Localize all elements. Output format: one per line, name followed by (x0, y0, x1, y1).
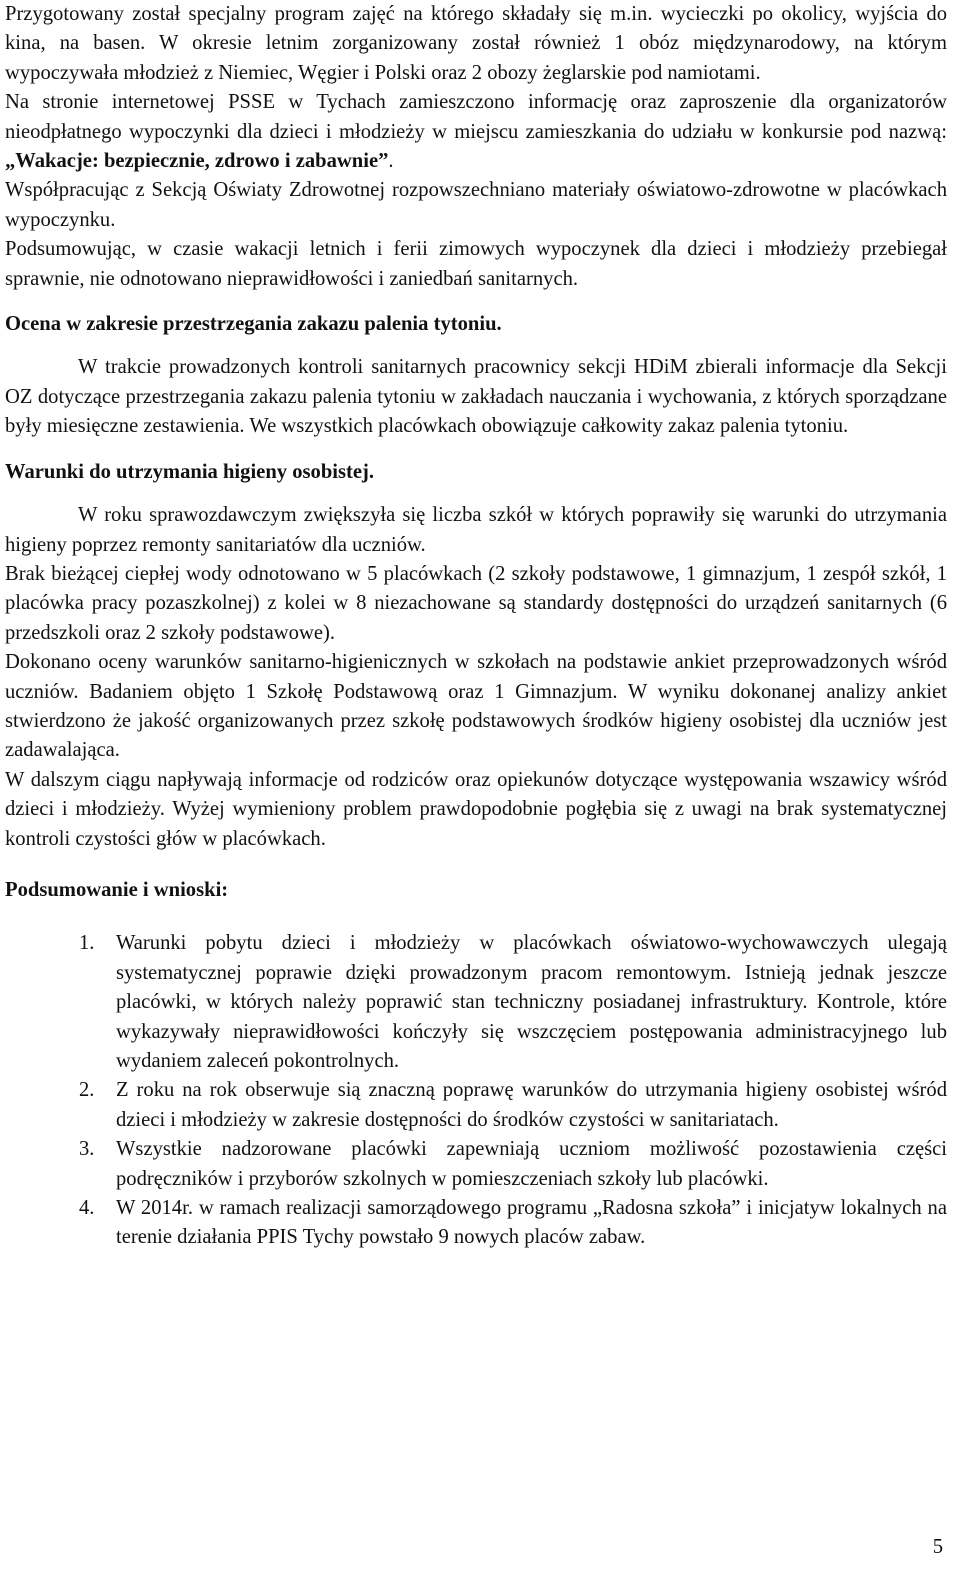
intro-paragraph-summary: Podsumowując, w czasie wakacji letnich i ferii zimowych wypoczynek dla dzieci i młodzieży przebiegał sprawnie, nie odnotowano nieprawidłowości i zaniedbań sanitarnych. (5, 238, 947, 290)
list-item-text: Warunki pobytu dzieci i młodzieży w placówkach oświatowo-wychowawczych ulegają systematycznej poprawie dzięki prowadzonym pracom remontowym. Istnieją jednak jeszcze placówki, w których należy poprawić stan techniczny posiadanej infrastruktury. Kontrole, które wykazywały nieprawidłowości kończyły się wszczęciem postępowania administracyjnego lub wydaniem zaleceń pokontrolnych. (116, 932, 947, 1072)
list-item-text: Z roku na rok obserwuje sią znaczną poprawę warunków do utrzymania higieny osobistej wśród dzieci i młodzieży w zakresie dostępności do środków czystości w sanitariatach. (116, 1079, 947, 1131)
list-item-text: W 2014r. w ramach realizacji samorządowego programu „Radosna szkoła” i inicjatyw lokalnych na terenie działania PPIS Tychy powstało 9 nowych placów zabaw. (116, 1197, 947, 1249)
document-body (5, 0, 947, 1253)
smoking-paragraph: W trakcie prowadzonych kontroli sanitarnych pracownicy sekcji HDiM zbierali informacje dla Sekcji OZ dotyczące przestrzegania zakazu palenia tytoniu w zakładach nauczania i wychowania, z których sporządzane były miesięczne zestawienia. We wszystkich placówkach obowiązuje całkowity zakaz palenia tytoniu. (5, 356, 947, 438)
contest-text: Na stronie internetowej PSSE w Tychach zamieszczono informację oraz zaproszenie dla organizatorów nieodpłatnego wypoczynki dla dzieci i młodzieży w miejscu zamieszkania do udziału w konkursie pod nazwą: (5, 91, 947, 143)
intro-paragraph-materials: Współpracując z Sekcją Oświaty Zdrowotnej rozpowszechniano materiały oświatowo-zdrowotne w placówkach wypoczynku. (5, 179, 947, 231)
summary-heading: Podsumowanie i wnioski: (5, 878, 229, 901)
list-item (5, 1135, 947, 1194)
list-item-text: Wszystkie nadzorowane placówki zapewniają uczniom możliwość pozostawienia części podręczników i przyborów szkolnych w pomieszczeniach szkoły lub placówki. (116, 1138, 947, 1190)
list-item-number: 3. (79, 1138, 95, 1161)
contest-name: „Wakacje: bezpiecznie, zdrowo i zabawnie” (5, 150, 389, 173)
list-item-number: 4. (79, 1197, 95, 1220)
page-number: 5 (932, 1536, 943, 1558)
list-item (5, 1194, 947, 1253)
conclusions-list (5, 929, 947, 1252)
list-item (5, 929, 947, 1076)
hygiene-paragraph-renovation: W roku sprawozdawczym zwiększyła się liczba szkół w których poprawiły się warunki do utrzymania higieny poprzez remonty sanitariatów dla uczniów. (5, 504, 947, 556)
hygiene-heading: Warunki do utrzymania higieny osobistej. (5, 460, 375, 483)
hygiene-paragraph-survey: Dokonano oceny warunków sanitarno-higienicznych w szkołach na podstawie ankiet przeprowadzonych wśród uczniów. Badaniem objęto 1 Szkołę Podstawową oraz 1 Gimnazjum. W wyniku dokonanej analizy ankiet stwierdzono że jakość organizowanych przez szkołę podstawowych środków higieny osobistej dla uczniów jest zadawalająca. (5, 651, 947, 762)
intro-paragraph-contest (5, 88, 947, 176)
hygiene-paragraph-hot-water: Brak bieżącej ciepłej wody odnotowano w 5 placówkach (2 szkoły podstawowe, 1 gimnazjum, 1 zespół szkół, 1 placówka pracy pozaszkolnej) z kolei w 8 niezachowane są standardy dostępności do urządzeń sanitarnych (6 przedszkoli oraz 2 szkoły podstawowe). (5, 562, 947, 644)
hygiene-paragraph-lice: W dalszym ciągu napływają informacje od rodziców oraz opiekunów dotyczące występowania wszawicy wśród dzieci i młodzieży. Wyżej wymieniony problem prawdopodobnie pogłębia się z uwagi na brak systematycznej kontroli czystości głów w placówkach. (5, 768, 947, 850)
list-item-number: 1. (79, 932, 95, 955)
list-item (5, 1076, 947, 1135)
list-item-number: 2. (79, 1079, 95, 1102)
contest-text-end: . (388, 150, 394, 173)
smoking-heading: Ocena w zakresie przestrzegania zakazu palenia tytoniu. (5, 313, 502, 336)
intro-paragraph-program: Przygotowany został specjalny program zajęć na którego składały się m.in. wycieczki po okolicy, wyjścia do kina, na basen. W okresie letnim zorganizowany został również 1 obóz międzynarodowy, na którym wypoczywała młodzież z Niemiec, Węgier i Polski oraz 2 obozy żeglarskie pod namiotami. (5, 3, 947, 84)
